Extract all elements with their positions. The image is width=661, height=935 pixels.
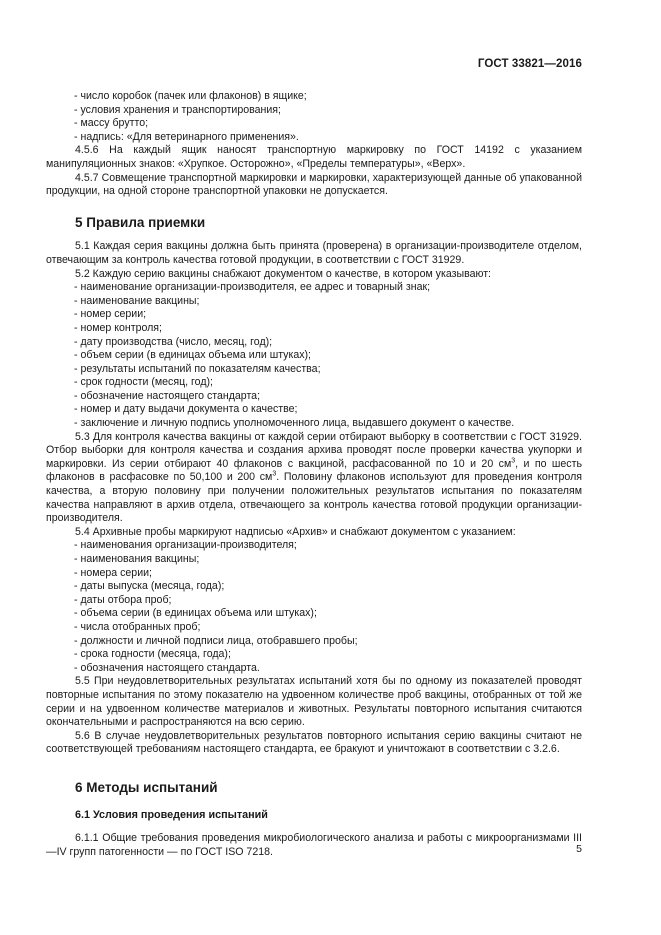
list-item: - обозначения настоящего стандарта.	[74, 661, 260, 674]
paragraph-5-4: 5.4 Архивные пробы маркируют надписью «Архив» и снабжают документом с указанием:	[75, 525, 516, 538]
list-item: - число коробок (пачек или флаконов) в ящике;	[74, 90, 307, 102]
list-item: - даты выпуска (месяца, года);	[74, 580, 225, 593]
paragraph-5-3-part2: , и по шесть флаконов в расфасовке по 50,100 и 200 см	[46, 457, 582, 484]
list-item: - обозначение настоящего стандарта;	[74, 389, 261, 402]
paragraph-5-6: 5.6 В случае неудовлетворительных результатов повторного испытания серию вакцины считают не соответствующей требованиям настоящего стандарта, ее бракуют и уничтожают в соответствии с 3.2.6.	[46, 729, 582, 756]
list-item: - надпись: «Для ветеринарного применения».	[74, 130, 299, 143]
paragraph-5-1: 5.1 Каждая серия вакцины должна быть принята (проверена) в организации-производителе отделом, отвечающим за контроль качества готовой продукции, в соответствии с ГОСТ 31929.	[46, 240, 582, 266]
document-header: ГОСТ 33821—2016	[477, 58, 582, 70]
list-item: - номер серии;	[74, 308, 147, 321]
list-item: - массу брутто;	[74, 117, 149, 130]
list-item: - наименование вакцины;	[74, 294, 200, 307]
list-item: - условия хранения и транспортирования;	[74, 103, 281, 116]
page-number: 5	[576, 843, 582, 855]
list-item: - номер и дату выдачи документа о качестве;	[74, 403, 298, 416]
paragraph-5-3-part3: . Половину флаконов используют для проведения контроля качества, а вторую половину при получении положительных результатов испытания по показателям качества направляют в архив отдела, отвечающего за контроль качества готовой продукции организации-производителя.	[46, 471, 582, 525]
list-item: - заключение и личную подпись уполномоченного лица, выдавшего документ о качестве.	[74, 417, 515, 430]
list-item: - дату производства (число, месяц, год);	[74, 335, 273, 348]
paragraph-4-5-6: 4.5.6 На каждый ящик наносят транспортную маркировку по ГОСТ 14192 с указанием манипуляционных знаков: «Хрупкое. Осторожно», «Пределы температуры», «Верх».	[46, 144, 582, 170]
superscript: 3	[511, 457, 516, 465]
list-item: - номер контроля;	[74, 321, 162, 334]
list-item: - объем серии (в единицах объема или штуках);	[74, 349, 311, 362]
paragraph-4-5-7: 4.5.7 Совмещение транспортной маркировки и маркировки, характеризующей данные об упакованной продукции, на одной стороне транспортной упаковки не допускается.	[46, 171, 582, 198]
list-item: - числа отобранных проб;	[74, 620, 201, 633]
list-item: - наименования вакцины;	[74, 553, 200, 565]
list-item: - наименования организации-производителя;	[74, 539, 297, 552]
list-item: - объема серии (в единицах объема или штуках);	[74, 607, 317, 620]
list-item: - срок годности (месяц, год);	[74, 376, 213, 389]
list-item: - результаты испытаний по показателям качества;	[74, 362, 321, 375]
paragraph-5-2: 5.2 Каждую серию вакцины снабжают документом о качестве, в котором указывают:	[75, 267, 492, 280]
list-item: - номера серии;	[74, 566, 152, 579]
list-item: - даты отбора проб;	[74, 593, 172, 606]
list-item: - срока годности (месяца, года);	[74, 648, 231, 661]
section-6-1-heading: 6.1 Условия проведения испытаний	[75, 808, 268, 821]
list-item: - наименование организации-производителя, ее адрес и товарный знак;	[74, 281, 431, 294]
paragraph-5-5: 5.5 При неудовлетворительных результатах испытаний хотя бы по одному из показателей проводят повторные испытания по этому показателю на удвоенном количестве проб вакцины, отобранных от той же серии и на удвоенном количестве материалов и животных. Результаты повторного испытания считаются окончательными и распространяются на всю серию.	[46, 675, 582, 729]
page-content	[46, 90, 582, 859]
paragraph-6-1-1: 6.1.1 Общие требования проведения микробиологического анализа и работы с микроорганизмами III—IV групп патогенности — по ГОСТ ISO 7218.	[46, 832, 582, 858]
paragraph-5-3-part1: 5.3 Для контроля качества вакцины от каждой серии отбирают выборку в соответствии с ГОСТ 31929. Отбор выборки для контроля качества и создания архива проводят после проверки качества укупорки и маркировки. Из серии отбирают 40 флаконов с вакциной, расфасованной по 10 и 20 см	[46, 430, 582, 470]
list-item: - должности и личной подписи лица, отобравшего пробы;	[74, 634, 358, 647]
section-6-heading: 6 Методы испытаний	[75, 779, 218, 795]
paragraph-5-3	[46, 431, 582, 526]
superscript: 3	[272, 470, 277, 478]
section-5-heading: 5 Правила приемки	[75, 214, 206, 230]
